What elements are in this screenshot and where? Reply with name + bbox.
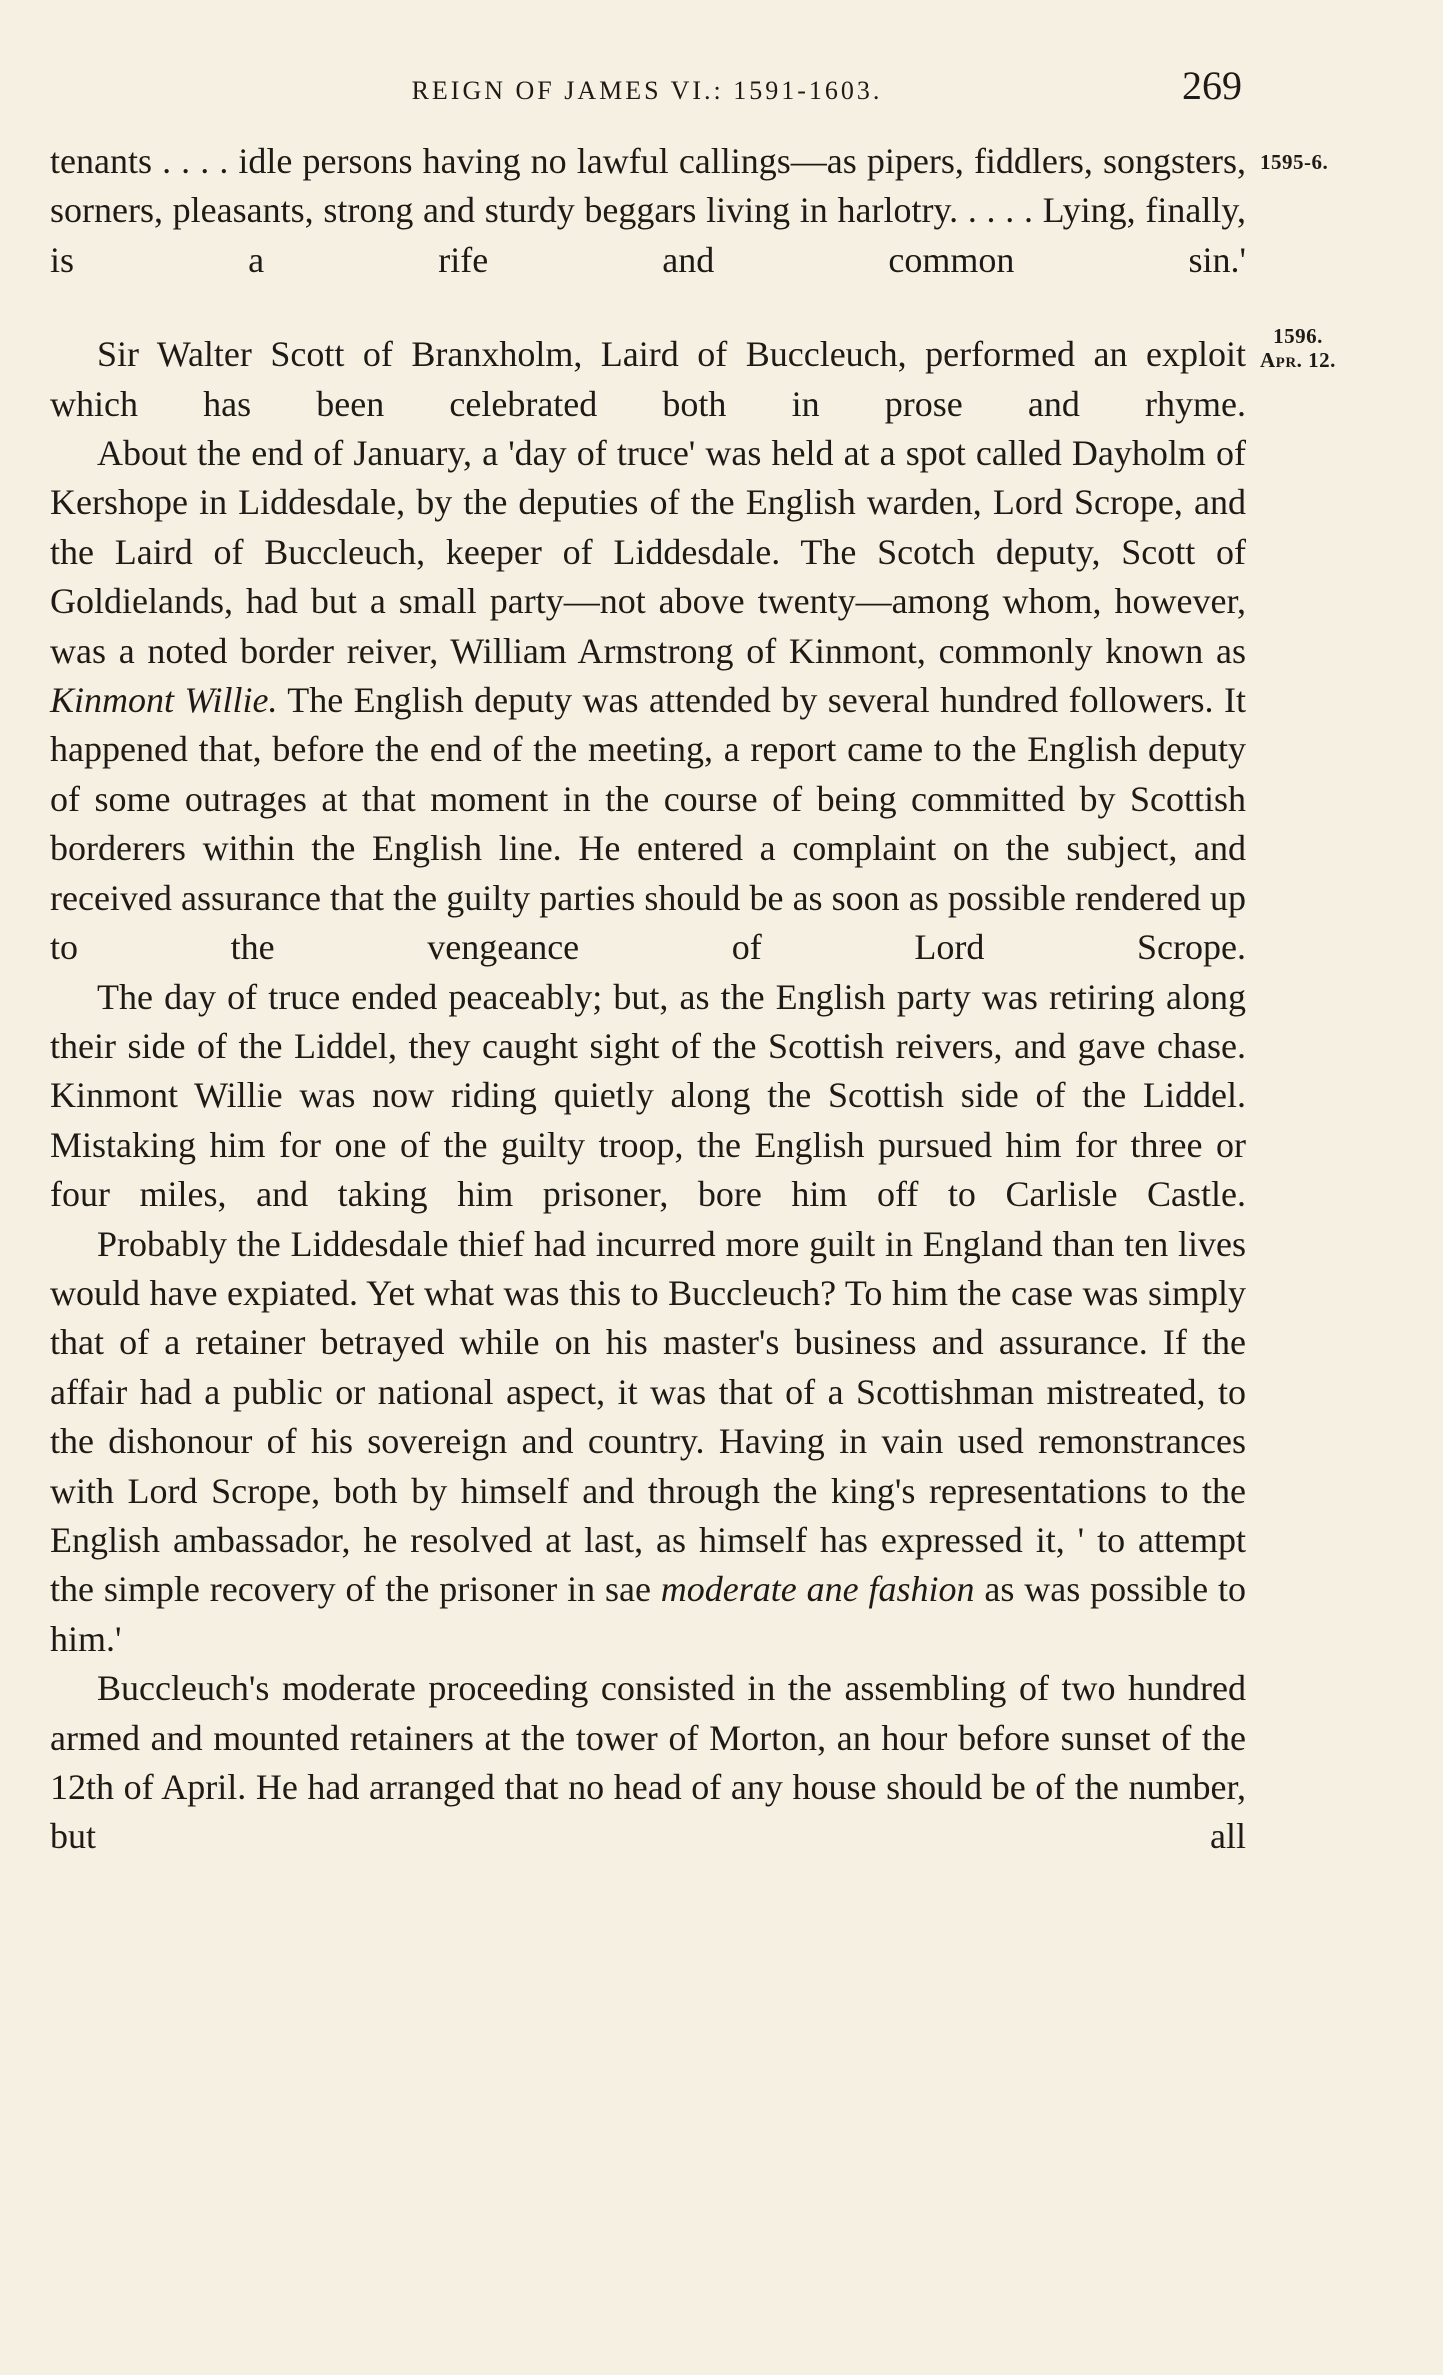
paragraph-text: tenants . . . . idle persons having no lawful callings—as pipers, fiddlers, songsters, sorners, pleasants, strong and sturdy beggars living in harlotry. . . . . Lying, finally, is a rife and common sin.'	[50, 141, 1246, 280]
margin-note-date: Apr. 12.	[1260, 348, 1336, 372]
paragraph-gap	[50, 285, 1246, 330]
paragraph-text: About the end of January, a 'day of truce' was held at a spot called Dayholm of Kershope in Liddesdale, by the deputies of the English warden, Lord Scrope, and the Laird of Buccleuch, keeper of Liddesdale. The Scotch deputy, Scott of Goldielands, had but a small party—not above twenty—among whom, however, was a noted border reiver, William Armstrong of Kinmont, commonly known as	[50, 433, 1246, 671]
paragraph-text: Buccleuch's moderate proceeding consisted in the assembling of two hundred armed and mounted retainers at the tower of Morton, an hour before sunset of the 12th of April. He had arranged that no head of any house should be of the number, but all	[50, 1668, 1246, 1857]
paragraph	[50, 1664, 1246, 1862]
paragraph-text: as was possible to him.'	[50, 1569, 1246, 1659]
page-header	[52, 62, 1242, 122]
page-number: 269	[1182, 63, 1242, 108]
body-text	[50, 137, 1246, 1862]
paragraph-text: The day of truce ended peaceably; but, as the English party was retiring along their side of the Liddel, they caught sight of the Scottish reivers, and gave chase. Kinmont Willie was now riding quietly along the Scottish side of the Liddel. Mistaking him for one of the guilty troop, the English pursued him for three or four miles, and taking him prisoner, bore him off to Carlisle Castle.	[50, 976, 1246, 1215]
margin-date-note	[1260, 324, 1336, 372]
italic-phrase: moderate ane fashion	[660, 1569, 975, 1610]
paragraph-text: Probably the Liddesdale thief had incurred more guilt in England than ten lives would have expiated. Yet what was this to Buccleuch? To him the case was simply that of a retainer betrayed while on his master's business and assurance. If the affair had a public or national aspect, it was that of a Scottishman mistreated, to the dishonour of his sovereign and country. Having in vain used remonstrances with Lord Scrope, both by himself and through the king's representations to the English ambassador, he resolved at last, as himself has expressed it, ' to attempt the simple recovery of the prisoner in sae	[50, 1223, 1246, 1610]
margin-note-year: 1596.	[1273, 324, 1323, 348]
paragraph	[50, 330, 1246, 429]
margin-date-note: 1595-6.	[1260, 150, 1329, 174]
running-head: REIGN OF JAMES VI.: 1591-1603.	[411, 76, 883, 105]
italic-name: Kinmont Willie.	[50, 680, 278, 721]
paragraph	[50, 1220, 1246, 1665]
paragraph	[50, 973, 1246, 1220]
paragraph-text: Sir Walter Scott of Branxholm, Laird of Buccleuch, performed an exploit which has been celebrated both in prose and rhyme.	[50, 334, 1246, 424]
paragraph	[50, 429, 1246, 972]
paragraph	[50, 137, 1246, 285]
paragraph-text: The English deputy was attended by several hundred followers. It happened that, before the end of the meeting, a report came to the English deputy of some outrages at that moment in the course of being committed by Scottish borderers within the English line. He entered a complaint on the subject, and received assurance that the guilty parties should be as soon as possible rendered up to the vengeance of Lord Scrope.	[50, 680, 1246, 968]
